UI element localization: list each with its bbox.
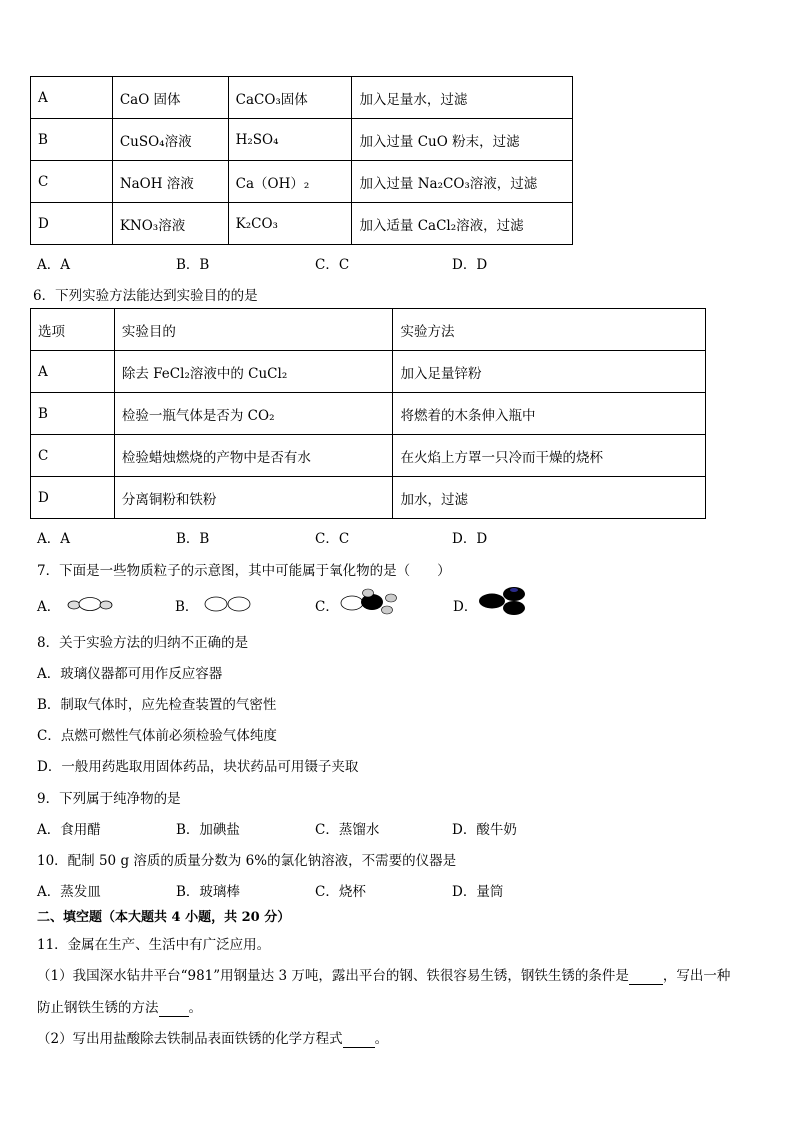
substance-cell: CuSO₄溶液	[112, 119, 228, 161]
header-purpose: 实验目的	[114, 309, 393, 351]
q11-part1-line1	[37, 964, 730, 985]
method-cell: 将燃着的木条伸入瓶中	[393, 393, 706, 435]
option-cell: D	[31, 203, 113, 245]
option-d[interactable]: D．D	[452, 257, 488, 273]
header-method: 实验方法	[393, 309, 706, 351]
option-c[interactable]: C．蒸馏水	[315, 822, 380, 838]
substance-cell: KNO₃溶液	[112, 203, 228, 245]
option-cell: A	[31, 351, 115, 393]
purpose-cell: 检验一瓶气体是否为 CO₂	[114, 393, 393, 435]
q11-part1-text: （1）我国深水钻井平台“981”用钢量达 3 万吨，露出平台的钢、铁很容易生锈，钢铁生锈的条件是	[37, 968, 629, 984]
option-cell: C	[31, 435, 115, 477]
option-d[interactable]: D．一般用药匙取用固体药品，块状药品可用镊子夹取	[37, 759, 359, 775]
substance-cell: NaOH 溶液	[112, 161, 228, 203]
table-header-row	[31, 309, 706, 351]
q7-label-d[interactable]: D．	[453, 599, 478, 615]
table-row	[31, 119, 573, 161]
q7-stem: 7．下面是一些物质粒子的示意图，其中可能属于氧化物的是（ ）	[37, 563, 451, 579]
option-c[interactable]: C．烧杯	[315, 884, 366, 900]
option-b[interactable]: B．B	[176, 257, 210, 273]
molecule-b-icon	[203, 594, 253, 614]
q7-label-c[interactable]: C．	[315, 599, 339, 615]
option-a[interactable]: A．A	[37, 257, 70, 273]
q8-stem: 8．关于实验方法的归纳不正确的是	[37, 635, 249, 651]
q7-label-a[interactable]: A．	[37, 599, 61, 615]
answer-blank[interactable]	[629, 968, 663, 985]
impurity-cell: K₂CO₃	[228, 203, 352, 245]
method-cell: 加入过量 CuO 粉末，过滤	[352, 119, 573, 161]
answer-blank[interactable]	[343, 1031, 375, 1048]
option-cell: A	[31, 77, 113, 119]
option-cell: B	[31, 119, 113, 161]
purpose-cell: 检验蜡烛燃烧的产物中是否有水	[114, 435, 393, 477]
method-cell: 加入足量水，过滤	[352, 77, 573, 119]
option-d[interactable]: D．酸牛奶	[452, 822, 517, 838]
purpose-cell: 分离铜粉和铁粉	[114, 477, 393, 519]
q11-part2-end: 。	[374, 1031, 389, 1047]
q6-options	[37, 527, 487, 547]
q11-part2	[37, 1027, 388, 1048]
method-cell: 加水，过滤	[393, 477, 706, 519]
substance-cell: CaO 固体	[112, 77, 228, 119]
method-cell: 加入过量 Na₂CO₃溶液，过滤	[352, 161, 573, 203]
option-d[interactable]: D．D	[452, 531, 488, 547]
table-row	[31, 435, 706, 477]
molecule-d-icon	[478, 586, 532, 618]
table-row	[31, 161, 573, 203]
q6-table	[30, 308, 706, 519]
option-a[interactable]: A．蒸发皿	[37, 884, 101, 900]
option-a[interactable]: A．A	[37, 531, 70, 547]
table-row	[31, 393, 706, 435]
method-cell: 加入足量锌粉	[393, 351, 706, 393]
method-cell: 在火焰上方罩一只冷而干燥的烧杯	[393, 435, 706, 477]
q9-options	[37, 818, 517, 838]
option-a[interactable]: A．玻璃仪器都可用作反应容器	[37, 666, 223, 682]
q11-part1-text3: 防止钢铁生锈的方法	[37, 1000, 159, 1016]
q5-table	[30, 76, 573, 245]
option-a[interactable]: A．食用醋	[37, 822, 101, 838]
q11-part2-text: （2）写出用盐酸除去铁制品表面铁锈的化学方程式	[37, 1031, 343, 1047]
table-row	[31, 351, 706, 393]
purpose-cell: 除去 FeCl₂溶液中的 CuCl₂	[114, 351, 393, 393]
q11-part1-line2	[37, 996, 202, 1017]
q9-stem: 9．下列属于纯净物的是	[37, 791, 181, 807]
q10-stem: 10．配制 50 g 溶质的质量分数为 6%的氯化钠溶液，不需要的仪器是	[37, 853, 457, 869]
table-row	[31, 203, 573, 245]
molecule-c-icon	[338, 588, 400, 618]
molecule-a-icon	[64, 594, 116, 614]
table-row	[31, 477, 706, 519]
option-b[interactable]: B．加碘盐	[176, 822, 240, 838]
option-cell: C	[31, 161, 113, 203]
option-b[interactable]: B．B	[176, 531, 210, 547]
option-d[interactable]: D．量筒	[452, 884, 504, 900]
q11-stem: 11．金属在生产、生活中有广泛应用。	[37, 937, 271, 953]
option-cell: D	[31, 477, 115, 519]
q11-part1-end: 。	[188, 1000, 202, 1016]
impurity-cell: H₂SO₄	[228, 119, 352, 161]
header-option: 选项	[31, 309, 115, 351]
option-b[interactable]: B．玻璃棒	[176, 884, 240, 900]
option-c[interactable]: C．点燃可燃性气体前必须检验气体纯度	[37, 728, 277, 744]
impurity-cell: CaCO₃固体	[228, 77, 352, 119]
option-cell: B	[31, 393, 115, 435]
method-cell: 加入适量 CaCl₂溶液，过滤	[352, 203, 573, 245]
q7-label-b[interactable]: B．	[175, 599, 199, 615]
option-c[interactable]: C．C	[315, 257, 350, 273]
q6-stem: 6．下列实验方法能达到实验目的的是	[33, 288, 258, 304]
q5-options	[37, 253, 487, 273]
table-row	[31, 77, 573, 119]
q10-options	[37, 880, 503, 900]
section-heading: 二、填空题（本大题共 4 小题，共 20 分）	[37, 910, 291, 925]
q11-part1-text2: ，写出一种	[662, 968, 731, 984]
answer-blank[interactable]	[159, 1000, 189, 1017]
option-b[interactable]: B．制取气体时，应先检查装置的气密性	[37, 697, 277, 713]
impurity-cell: Ca（OH）₂	[228, 161, 352, 203]
option-c[interactable]: C．C	[315, 531, 350, 547]
